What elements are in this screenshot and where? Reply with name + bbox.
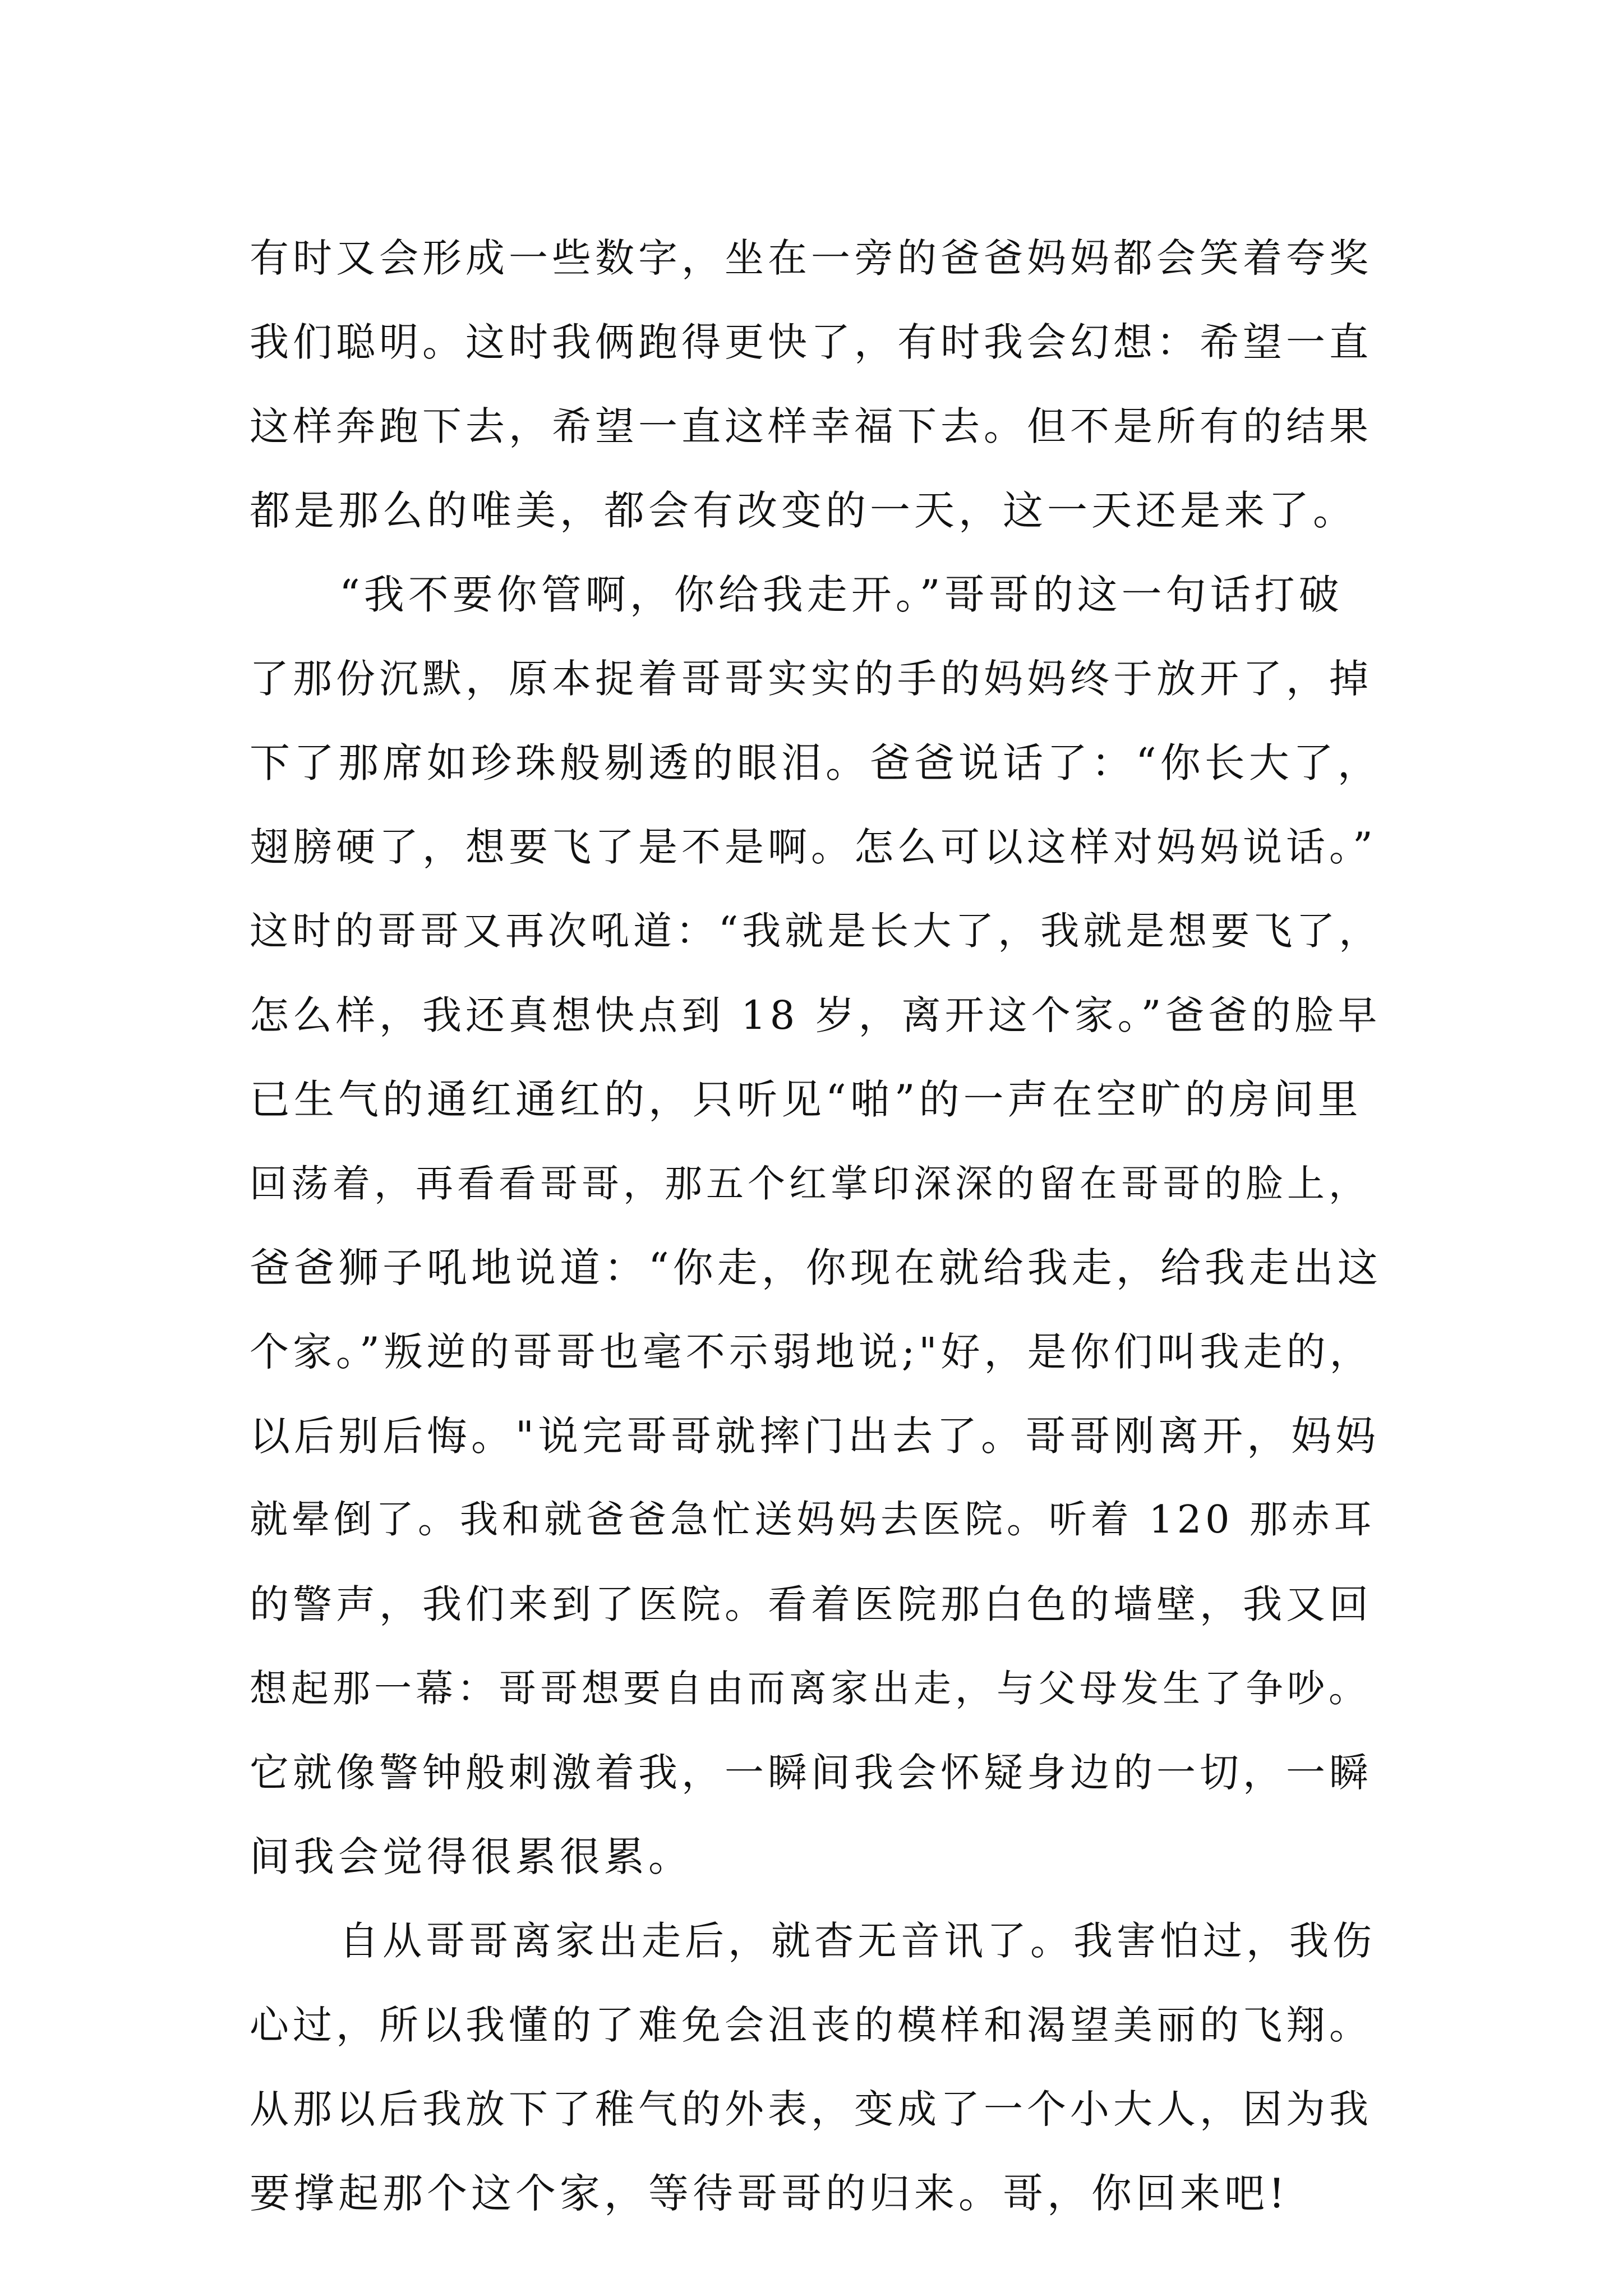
text-line: 回荡着，再看看哥哥，那五个红掌印深深的留在哥哥的脸上， xyxy=(250,1162,1370,1205)
text-line: 已生气的通红通红的，只听见“啪”的一声在空旷的房间里 xyxy=(250,1076,1362,1123)
text-line: 要撑起那个这个家，等待哥哥的归来。哥，你回来吧! xyxy=(250,2170,1289,2217)
text-line: 从那以后我放下了稚气的外表，变成了一个小大人，因为我 xyxy=(250,2086,1372,2132)
text-line: 就晕倒了。我和就爸爸急忙送妈妈去医院。听着 120 那赤耳 xyxy=(250,1498,1376,1542)
text-line: 想起那一幕：哥哥想要自由而离家出走，与父母发生了争吵。 xyxy=(250,1667,1370,1710)
text-line: 下了那席如珍珠般剔透的眼泪。爸爸说话了：“你长大了， xyxy=(250,739,1382,786)
text-line: 它就像警钟般刺激着我，一瞬间我会怀疑身边的一切，一瞬 xyxy=(250,1750,1372,1796)
text-line: 的警声，我们来到了医院。看着医院那白色的墙壁，我又回 xyxy=(250,1581,1372,1627)
text-line: 间我会觉得很累很累。 xyxy=(250,1833,693,1880)
text-line: 了那份沉默，原本捉着哥哥实实的手的妈妈终于放开了，掉 xyxy=(250,656,1372,702)
text-line: 心过，所以我懂的了难免会沮丧的模样和渴望美丽的飞翔。 xyxy=(250,2002,1372,2048)
text-line: 怎么样，我还真想快点到 18 岁，离开这个家。”爸爸的脸早 xyxy=(250,992,1381,1038)
text-line: 爸爸狮子吼地说道：“你走，你现在就给我走，给我走出这 xyxy=(250,1244,1382,1291)
text-line: 我们聪明。这时我俩跑得更快了，有时我会幻想：希望一直 xyxy=(250,319,1372,365)
paragraph-first-line: 自从哥哥离家出走后，就杳无音讯了。我害怕过，我伤 xyxy=(339,1918,1376,1964)
text-line: 个家。”叛逆的哥哥也毫不示弱地说;"好，是你们叫我走的， xyxy=(250,1329,1373,1375)
paragraph-first-line: “我不要你管啊，你给我走开。”哥哥的这一句话打破 xyxy=(339,571,1343,618)
text-line: 有时又会形成一些数字，坐在一旁的爸爸妈妈都会笑着夸奖 xyxy=(250,235,1372,281)
text-line: 翅膀硬了，想要飞了是不是啊。怎么可以这样对妈妈说话。” xyxy=(250,824,1377,870)
text-line: 这时的哥哥又再次吼道：“我就是长大了，我就是想要飞了， xyxy=(250,909,1382,954)
text-line: 都是那么的唯美，都会有改变的一天，这一天还是来了。 xyxy=(250,487,1358,534)
text-line: 以后别后悔。"说完哥哥就摔门出去了。哥哥刚离开，妈妈 xyxy=(250,1412,1380,1460)
body-text xyxy=(250,216,1382,2235)
text-line: 这样奔跑下去，希望一直这样幸福下去。但不是所有的结果 xyxy=(250,403,1372,449)
